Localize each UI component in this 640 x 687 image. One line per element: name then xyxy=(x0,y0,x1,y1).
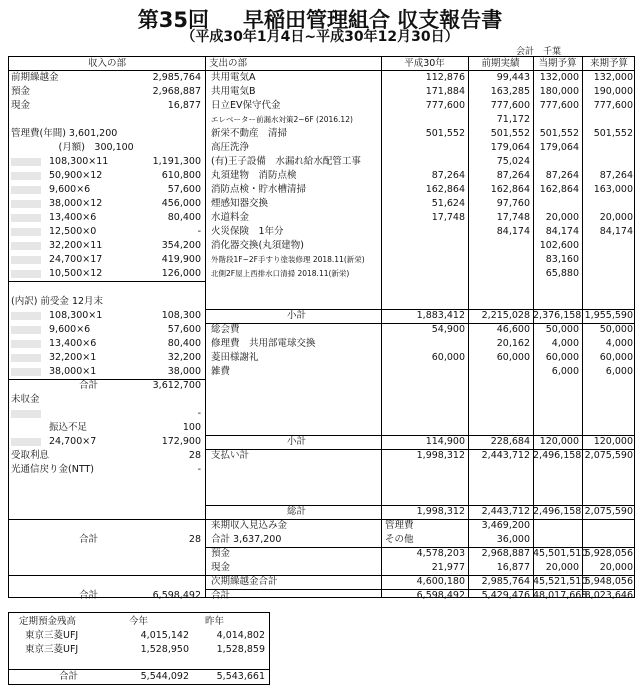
col-budget-header: 当期予算 xyxy=(538,58,577,69)
expense-next-value: 8,023,646 xyxy=(584,590,633,601)
expense-h30-value: 112,876 xyxy=(425,72,465,83)
income-label: (内訳) 前受金 12月末 xyxy=(11,296,104,307)
income-heading: 収入の部 xyxy=(87,58,126,69)
expense-prev-value: 162,864 xyxy=(490,184,530,195)
table-row xyxy=(9,127,634,141)
income-value: 57,600 xyxy=(167,184,201,195)
income-label: 10,500×12 xyxy=(49,268,103,279)
expense-label: 消化器交換(丸須建物) xyxy=(211,240,304,251)
expense-budget-value: 2,376,158 xyxy=(533,310,582,321)
expense-next-value: 84,174 xyxy=(599,226,633,237)
deposit-row xyxy=(9,643,269,657)
table-row xyxy=(9,575,634,589)
expense-h30-value: 114,900 xyxy=(425,436,465,447)
expense-next-value: 87,264 xyxy=(599,170,633,181)
expense-budget-value: 60,000 xyxy=(545,352,579,363)
table-row xyxy=(9,351,634,365)
table-row xyxy=(9,239,634,253)
expense-label: 小計 xyxy=(287,436,307,447)
table-row xyxy=(9,211,634,225)
expense-h30-value: 51,624 xyxy=(431,198,465,209)
expense-h30-value: 87,264 xyxy=(431,170,465,181)
deposit-bank: 東京三菱UFJ xyxy=(25,644,79,655)
table-row xyxy=(9,505,634,519)
income-value: 126,000 xyxy=(161,268,201,279)
expense-next-value: 120,000 xyxy=(593,436,633,447)
table-row xyxy=(9,267,634,281)
income-value: - xyxy=(197,464,201,475)
deposit-header-last-year: 昨年 xyxy=(205,616,225,627)
income-label: 50,900×12 xyxy=(49,170,103,181)
table-row xyxy=(9,169,634,183)
table-row xyxy=(9,463,634,477)
expense-budget-value: 162,864 xyxy=(539,184,579,195)
expense-budget-value: 48,017,668 xyxy=(533,590,588,601)
income-value: 1,191,300 xyxy=(152,156,201,167)
income-value: 80,400 xyxy=(167,212,201,223)
income-expense-table xyxy=(8,56,635,601)
deposit-total-this-year: 5,544,092 xyxy=(140,671,189,682)
income-value: 2,985,764 xyxy=(152,72,201,83)
expense-h30-value: 4,578,203 xyxy=(416,548,465,559)
expense-prev-value: 501,552 xyxy=(490,128,530,139)
expense-label: 水道料金 xyxy=(211,212,250,223)
table-row xyxy=(9,477,634,491)
table-row xyxy=(9,519,634,533)
expense-label: 菱田様謝礼 xyxy=(211,352,259,363)
expense-prev-value: 75,024 xyxy=(496,156,530,167)
expense-label: エレベーター前漏水対策2~6F (2016.12) xyxy=(211,115,353,124)
expense-prev-value: 2,985,764 xyxy=(481,576,530,587)
income-label: 13,400×6 xyxy=(49,212,97,223)
income-value: 6,598,492 xyxy=(152,590,201,601)
income-value: 28 xyxy=(188,534,201,545)
expense-prev-value: 2,443,712 xyxy=(481,506,530,517)
deposit-header-this-year: 今年 xyxy=(129,616,149,627)
income-label: 9,600×6 xyxy=(49,184,91,195)
expense-prev-value: 36,000 xyxy=(496,534,530,545)
table-row xyxy=(9,99,634,113)
income-label: 前期繰越金 xyxy=(11,72,59,83)
expense-prev-value: 20,162 xyxy=(496,338,530,349)
redacted-name xyxy=(11,340,41,348)
table-row xyxy=(9,85,634,99)
expense-budget-value: 20,000 xyxy=(545,562,579,573)
expense-prev-value: 3,469,200 xyxy=(481,520,530,531)
expense-label: 小計 xyxy=(287,310,307,321)
income-value: 100 xyxy=(182,422,201,433)
expense-label: 現金 xyxy=(211,562,231,573)
income-label: 38,000×1 xyxy=(49,366,97,377)
expense-label: 共用電気B xyxy=(211,86,256,97)
table-row xyxy=(9,113,634,127)
redacted-name xyxy=(11,354,41,362)
report-name: 早稲田管理組合 収支報告書 xyxy=(242,8,503,32)
table-row xyxy=(9,449,634,463)
income-value: 419,900 xyxy=(161,254,201,265)
expense-h30-value: 4,600,180 xyxy=(416,576,465,587)
expense-next-value: 20,000 xyxy=(599,212,633,223)
expense-next-value: 2,075,590 xyxy=(584,450,633,461)
expense-prev-value: 2,968,887 xyxy=(481,548,530,559)
expense-budget-value: 4,000 xyxy=(551,338,579,349)
report-period: （平成30年1月4日~平成30年12月30日） xyxy=(181,29,459,45)
redacted-name xyxy=(11,312,41,320)
expense-label: 共用電気A xyxy=(211,72,256,83)
expense-label: 合計 3,637,200 xyxy=(211,534,282,545)
income-label: 12,500×0 xyxy=(49,226,97,237)
expense-h30-value: 60,000 xyxy=(431,352,465,363)
col-next-header: 来期予算 xyxy=(589,58,628,69)
table-row xyxy=(9,281,634,295)
deposit-total-last-year: 5,543,661 xyxy=(216,671,265,682)
table-row xyxy=(9,295,634,309)
table-row xyxy=(9,379,634,393)
expense-prev-value: 777,600 xyxy=(490,100,530,111)
col-prev-header: 前期実績 xyxy=(481,58,520,69)
expense-label: 消防点検・貯水槽清掃 xyxy=(211,184,307,195)
expense-h30-value: 17,748 xyxy=(431,212,465,223)
expense-h30-value: 6,598,492 xyxy=(416,590,465,601)
redacted-name xyxy=(11,200,41,208)
expense-budget-value: 102,600 xyxy=(539,240,579,251)
expense-label: 支払い計 xyxy=(211,450,250,461)
table-row xyxy=(9,337,634,351)
redacted-name xyxy=(11,368,41,376)
expense-label: 外階段1F~2F手すり塗装修理 2018.11(新栄) xyxy=(211,255,365,264)
expense-budget-value: 50,000 xyxy=(545,324,579,335)
expense-h30-value: その他 xyxy=(385,534,414,545)
income-label: 振込不足 xyxy=(49,422,88,433)
deposit-header-row xyxy=(9,615,269,629)
income-value: 57,600 xyxy=(167,324,201,335)
redacted-name xyxy=(11,438,41,446)
expense-prev-value: 71,172 xyxy=(496,114,530,125)
income-label: 預金 xyxy=(11,86,31,97)
deposit-total-label: 合計 xyxy=(59,671,79,682)
income-value: 80,400 xyxy=(167,338,201,349)
expense-next-value: 190,000 xyxy=(593,86,633,97)
income-label: (月額) 300,100 xyxy=(49,142,134,153)
expense-budget-value: 2,496,158 xyxy=(533,506,582,517)
expense-label: 来期収入見込み金 xyxy=(211,520,288,531)
income-label: 38,000×12 xyxy=(49,198,103,209)
expense-budget-value: 6,000 xyxy=(551,366,579,377)
expense-next-value: 2,075,590 xyxy=(584,506,633,517)
expense-prev-value: 16,877 xyxy=(496,562,530,573)
deposit-total-row xyxy=(9,670,269,684)
deposit-header-label: 定期預金残高 xyxy=(19,616,77,627)
table-row xyxy=(9,393,634,407)
expense-label: 新栄不動産 清掃 xyxy=(211,128,288,139)
expense-prev-value: 179,064 xyxy=(490,142,530,153)
expense-prev-value: 87,264 xyxy=(496,170,530,181)
income-label: 24,700×17 xyxy=(49,254,103,265)
income-value: 172,900 xyxy=(161,436,201,447)
income-value: 456,000 xyxy=(161,198,201,209)
expense-next-value: 1,955,590 xyxy=(584,310,633,321)
table-row xyxy=(9,561,634,575)
redacted-name xyxy=(11,228,41,236)
expense-budget-value: 20,000 xyxy=(545,212,579,223)
income-label: 合計 xyxy=(79,534,99,545)
income-label: 合計 xyxy=(79,590,99,601)
income-value: - xyxy=(197,408,201,419)
table-row xyxy=(9,589,634,603)
expense-next-value: 5,928,056 xyxy=(584,548,633,559)
expense-label: 預金 xyxy=(211,548,231,559)
accountant-name: 会計 千葉 xyxy=(516,47,562,57)
expense-label: 総会費 xyxy=(211,324,240,335)
income-value: 354,200 xyxy=(161,240,201,251)
income-value: 3,612,700 xyxy=(152,380,201,391)
expense-next-value: 501,552 xyxy=(593,128,633,139)
table-row xyxy=(9,533,634,547)
expense-next-value: 60,000 xyxy=(599,352,633,363)
deposit-last-year: 1,528,859 xyxy=(216,644,265,655)
income-value: 108,300 xyxy=(161,310,201,321)
meeting-number: 第35回 xyxy=(137,8,209,32)
income-label: 108,300×11 xyxy=(49,156,109,167)
redacted-name xyxy=(11,214,41,222)
expense-budget-value: 45,501,510 xyxy=(533,548,588,559)
expense-next-value: 20,000 xyxy=(599,562,633,573)
income-value: 38,000 xyxy=(167,366,201,377)
table-row xyxy=(9,141,634,155)
expense-label: 日立EV保守代金 xyxy=(211,100,281,111)
expense-heading: 支出の部 xyxy=(209,58,248,69)
redacted-name xyxy=(11,158,41,166)
income-label: 32,200×11 xyxy=(49,240,103,251)
expense-budget-value: 132,000 xyxy=(539,72,579,83)
income-label: 9,600×6 xyxy=(49,324,91,335)
expense-h30-value: 501,552 xyxy=(425,128,465,139)
expense-h30-value: 162,864 xyxy=(425,184,465,195)
expense-label: 雑費 xyxy=(211,366,231,377)
expense-prev-value: 99,443 xyxy=(496,72,530,83)
expense-h30-value: 171,884 xyxy=(425,86,465,97)
income-value: 2,968,887 xyxy=(152,86,201,97)
redacted-name xyxy=(11,270,41,278)
income-value: 16,877 xyxy=(167,100,201,111)
income-label: 現金 xyxy=(11,100,31,111)
income-label: 未収金 xyxy=(11,394,40,405)
deposit-this-year: 4,015,142 xyxy=(140,630,189,641)
expense-prev-value: 163,285 xyxy=(490,86,530,97)
expense-next-value: 5,948,056 xyxy=(584,576,633,587)
table-row xyxy=(9,225,634,239)
table-row xyxy=(9,407,634,421)
expense-next-value: 163,000 xyxy=(593,184,633,195)
redacted-name xyxy=(11,326,41,334)
expense-prev-value: 17,748 xyxy=(496,212,530,223)
redacted-name xyxy=(11,256,41,264)
fixed-deposit-table xyxy=(8,612,270,685)
expense-budget-value: 87,264 xyxy=(545,170,579,181)
income-value: 32,200 xyxy=(167,352,201,363)
table-row xyxy=(9,183,634,197)
deposit-last-year: 4,014,802 xyxy=(216,630,265,641)
expense-prev-value: 2,215,028 xyxy=(481,310,530,321)
expense-h30-value: 54,900 xyxy=(431,324,465,335)
redacted-name xyxy=(11,186,41,194)
expense-h30-value: 777,600 xyxy=(425,100,465,111)
table-header-row xyxy=(9,57,634,71)
table-row xyxy=(9,365,634,379)
expense-label: 総計 xyxy=(287,506,307,517)
income-label: 108,300×1 xyxy=(49,310,103,321)
redacted-name xyxy=(11,172,41,180)
expense-next-value: 777,600 xyxy=(593,100,633,111)
income-value: 610,800 xyxy=(161,170,201,181)
redacted-name xyxy=(11,242,41,250)
income-value: 28 xyxy=(188,450,201,461)
col-h30-header: 平成30年 xyxy=(404,58,445,69)
deposit-this-year: 1,528,950 xyxy=(140,644,189,655)
expense-label: 丸須建物 消防点検 xyxy=(211,170,297,181)
expense-next-value: 4,000 xyxy=(605,338,633,349)
expense-label: 次期繰越金合計 xyxy=(211,576,278,587)
table-row xyxy=(9,491,634,505)
table-row xyxy=(9,309,634,323)
expense-h30-value: 21,977 xyxy=(431,562,465,573)
expense-prev-value: 2,443,712 xyxy=(481,450,530,461)
table-row xyxy=(9,323,634,337)
expense-label: (有)王子設備 水漏れ給水配管工事 xyxy=(211,156,361,167)
income-label: 受取利息 xyxy=(11,450,50,461)
expense-label: 合計 xyxy=(211,590,231,601)
income-value: - xyxy=(197,226,201,237)
expense-h30-value: 1,998,312 xyxy=(416,506,465,517)
income-label: 13,400×6 xyxy=(49,338,97,349)
expense-prev-value: 46,600 xyxy=(496,324,530,335)
expense-budget-value: 83,160 xyxy=(545,254,579,265)
income-label: 合計 xyxy=(79,380,99,391)
expense-budget-value: 777,600 xyxy=(539,100,579,111)
expense-budget-value: 2,496,158 xyxy=(533,450,582,461)
expense-h30-value: 管理費 xyxy=(385,520,414,531)
expense-budget-value: 501,552 xyxy=(539,128,579,139)
expense-label: 高圧洗浄 xyxy=(211,142,250,153)
expense-label: 北側2F屋上西排水口清掃 2018.11(新栄) xyxy=(211,269,350,278)
income-label: 光通信戻り金(NTT) xyxy=(11,464,94,475)
expense-budget-value: 65,880 xyxy=(545,268,579,279)
expense-next-value: 50,000 xyxy=(599,324,633,335)
table-row xyxy=(9,155,634,169)
expense-budget-value: 180,000 xyxy=(539,86,579,97)
expense-h30-value: 1,998,312 xyxy=(416,450,465,461)
expense-prev-value: 84,174 xyxy=(496,226,530,237)
table-row xyxy=(9,435,634,449)
expense-prev-value: 5,429,476 xyxy=(481,590,530,601)
deposit-bank: 東京三菱UFJ xyxy=(25,630,79,641)
redacted-name xyxy=(11,410,41,418)
expense-budget-value: 84,174 xyxy=(545,226,579,237)
income-label: 24,700×7 xyxy=(49,436,97,447)
expense-label: 煙感知器交換 xyxy=(211,198,269,209)
expense-prev-value: 60,000 xyxy=(496,352,530,363)
deposit-row xyxy=(9,629,269,643)
expense-next-value: 132,000 xyxy=(593,72,633,83)
table-row xyxy=(9,71,634,85)
expense-budget-value: 45,521,510 xyxy=(533,576,588,587)
expense-label: 火災保険 1年分 xyxy=(211,226,284,237)
table-row xyxy=(9,253,634,267)
expense-budget-value: 120,000 xyxy=(539,436,579,447)
table-row xyxy=(9,421,634,435)
expense-budget-value: 179,064 xyxy=(539,142,579,153)
income-label: 32,200×1 xyxy=(49,352,97,363)
expense-next-value: 6,000 xyxy=(605,366,633,377)
income-label: 管理費(年間) 3,601,200 xyxy=(11,128,118,139)
expense-prev-value: 97,760 xyxy=(496,198,530,209)
expense-prev-value: 228,684 xyxy=(490,436,530,447)
expense-label: 修理費 共用部電球交換 xyxy=(211,338,316,349)
table-row xyxy=(9,197,634,211)
table-row xyxy=(9,547,634,561)
expense-h30-value: 1,883,412 xyxy=(416,310,465,321)
